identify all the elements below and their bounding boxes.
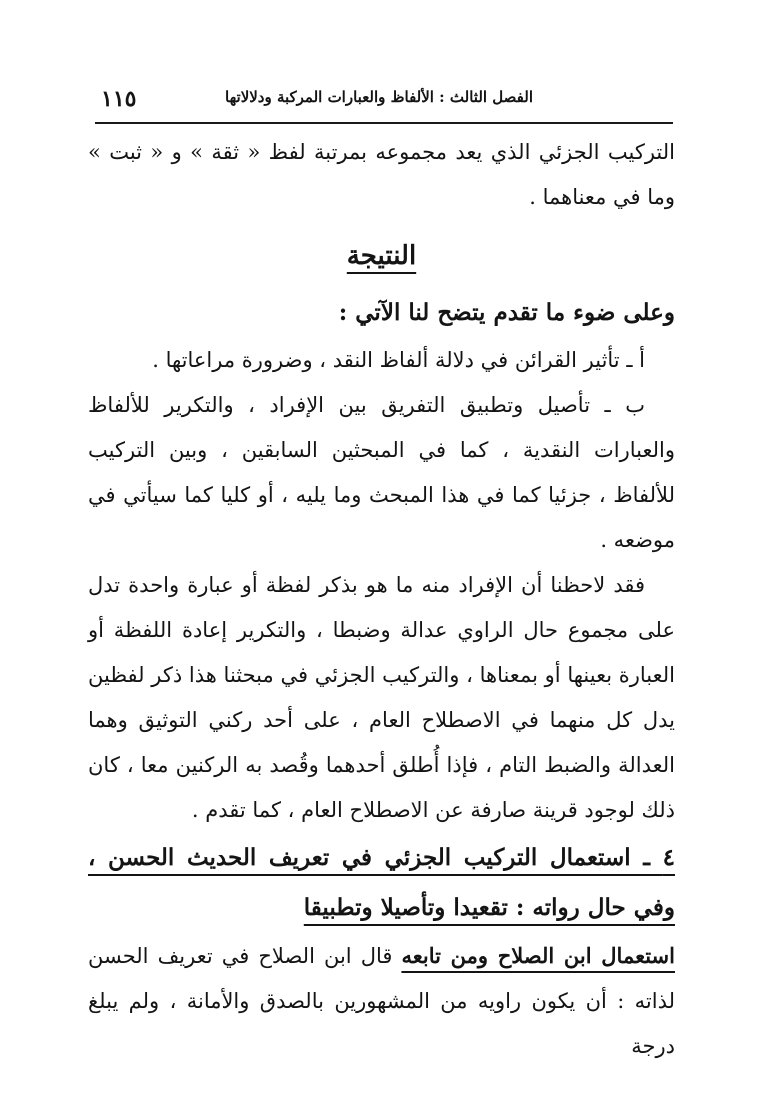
explanation-paragraph: فقد لاحظنا أن الإفراد منه ما هو بذكر لفظة أو عبارة واحدة تدل على مجموع حال الراوي عدالة وضبطا ، والتكرير إعادة اللفظة أو العبارة بعينها أو بمعناها ، والتركيب الجزئي في مبحثنا هذا ذكر لفظين يدل كل منهما في الاصطلاح العام ، على أحد ركني التوثيق وهما العدالة والضبط التام ، فإذا أُطلق أحدهما وقُصد به الركنين معا ، كان ذلك لوجود قرينة صارفة عن الاصطلاح العام ، كما تقدم . — [88, 573, 675, 822]
section-heading-4: ٤ ـ استعمال التركيب الجزئي في تعريف الحديث الحسن ، وفي حال رواته : تقعيدا وتأصيلا وتطبيقا — [88, 844, 675, 921]
page-body — [88, 130, 675, 1069]
sub-label: استعمال ابن الصلاح ومن تابعه — [401, 943, 675, 968]
page-number: ١١٥ — [101, 86, 137, 112]
last-paragraph-text: قال ابن الصلاح في تعريف الحسن لذاته : أن يكون راويه من المشهورين بالصدق والأمانة ، ولم يبلغ درجة — [88, 944, 675, 1058]
last-paragraph — [88, 933, 675, 1069]
page-header — [95, 78, 673, 124]
section-title: النتيجة — [346, 241, 417, 271]
running-head: الفصل الثالث : الألفاظ والعبارات المركبة ودلالاتها — [225, 88, 533, 106]
list-item-b: ب ـ تأصيل وتطبيق التفريق بين الإفراد ، والتكرير للألفاظ والعبارات النقدية ، كما في المبحثين السابقين ، وبين التركيب للألفاظ ، جزئيا كما في هذا المبحث وما يليه ، أو كليا كما سيأتي في موضعه . — [88, 393, 675, 552]
list-item-a: أ ـ تأثير القرائن في دلالة ألفاظ النقد ، وضرورة مراعاتها . — [152, 348, 645, 372]
intro-paragraph: التركيب الجزئي الذي يعد مجموعه بمرتبة لفظ « ثقة » و « ثبت » وما في معناهما . — [88, 140, 675, 209]
lead-sentence: وعلى ضوء ما تقدم يتضح لنا الآتي : — [338, 299, 675, 326]
